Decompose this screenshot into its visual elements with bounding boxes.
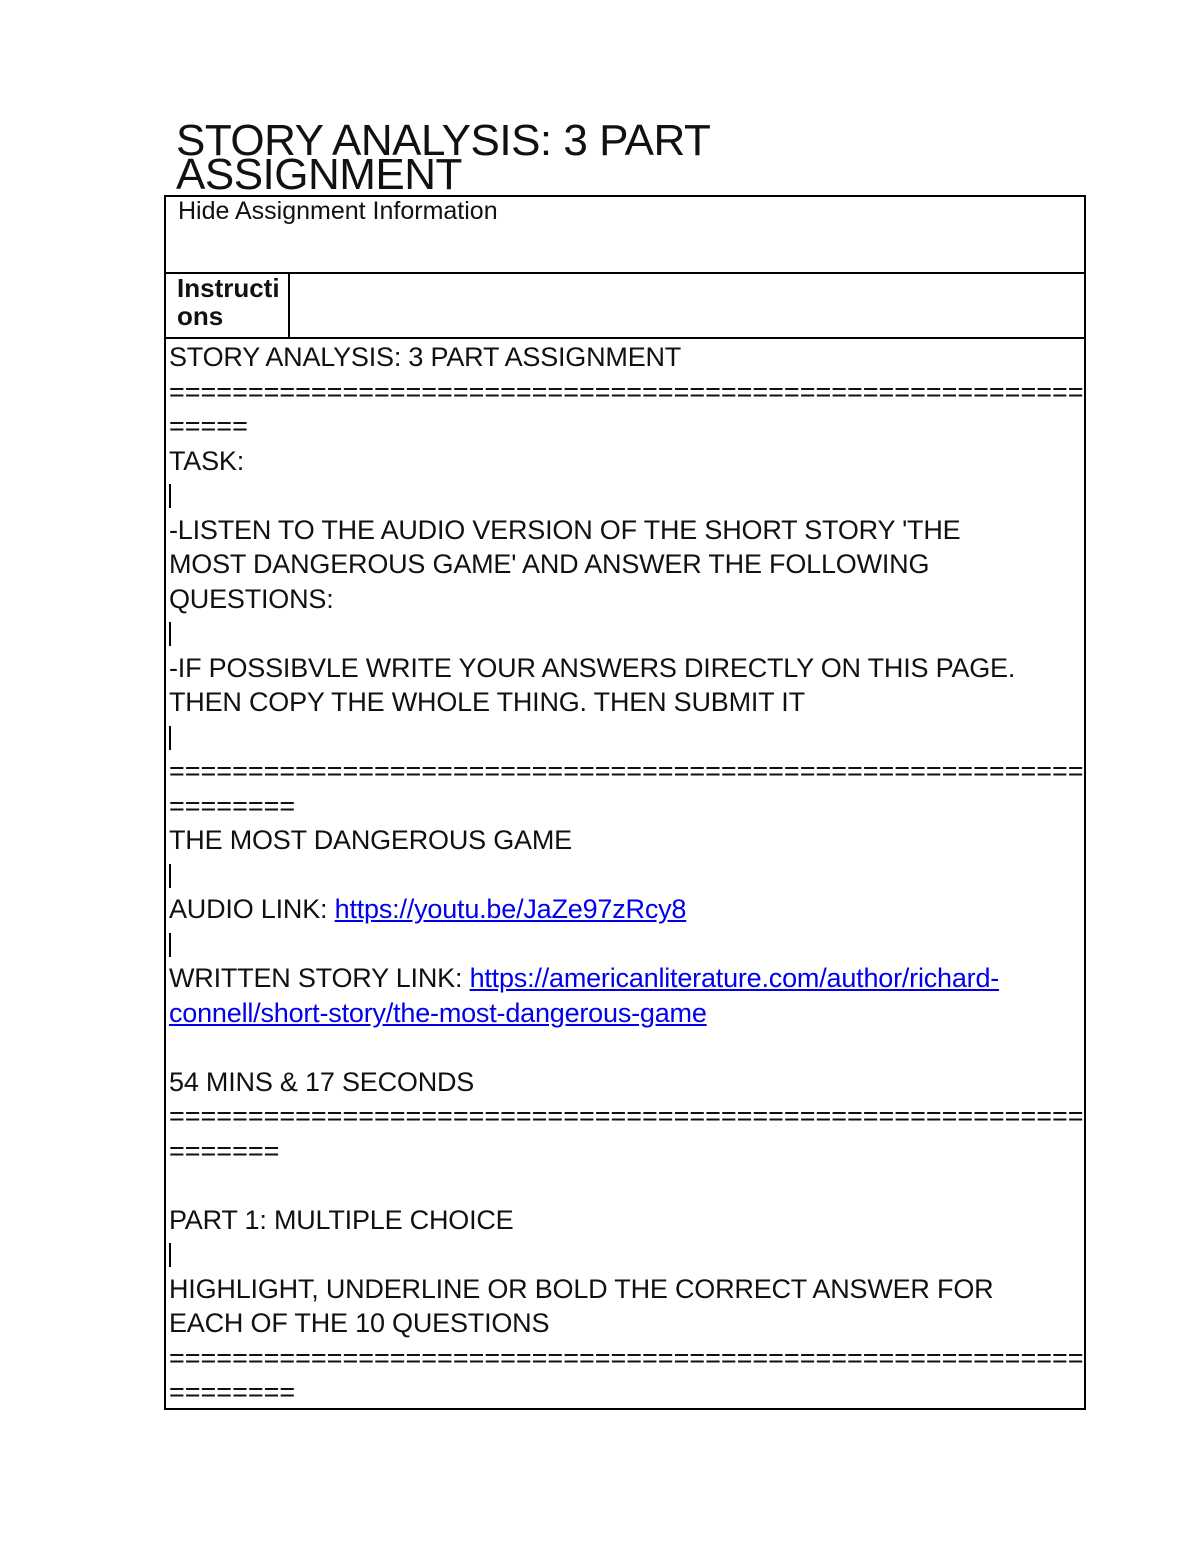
separator-line: ========================================================== bbox=[169, 1101, 1084, 1131]
separator-line: ===== bbox=[169, 411, 248, 441]
written-story-link[interactable]: https://americanliterature.com/author/richard- bbox=[469, 963, 1000, 993]
separator-line: ========================================================== bbox=[169, 756, 1084, 786]
body-heading: STORY ANALYSIS: 3 PART ASSIGNMENT bbox=[169, 342, 682, 372]
written-link-label: WRITTEN STORY LINK: bbox=[169, 963, 470, 993]
written-link-line bbox=[169, 961, 1081, 996]
written-link-line-cont bbox=[169, 996, 1081, 1031]
instructions-row bbox=[166, 274, 1084, 339]
hide-info-row bbox=[166, 197, 1084, 274]
separator-line: ======== bbox=[169, 1377, 296, 1407]
audio-link-line bbox=[169, 892, 1081, 927]
separator-line: ======= bbox=[169, 1135, 280, 1166]
text-cursor-mark bbox=[169, 622, 171, 646]
instruction-text: EACH OF THE 10 QUESTIONS bbox=[169, 1308, 550, 1338]
document-title: STORY ANALYSIS: 3 PART ASSIGNMENT bbox=[176, 116, 710, 199]
instructions-body bbox=[169, 340, 1084, 1410]
task-label: TASK: bbox=[169, 445, 245, 476]
blank-line bbox=[169, 616, 1081, 651]
blank-line bbox=[169, 1237, 1081, 1272]
text-cursor-mark bbox=[169, 484, 171, 508]
audio-link-label: AUDIO LINK: bbox=[169, 894, 335, 924]
blank-line bbox=[169, 1168, 1081, 1203]
blank-line bbox=[169, 858, 1081, 893]
text-cursor-mark bbox=[169, 864, 171, 888]
blank-line bbox=[169, 1030, 1081, 1065]
instructions-label: Instructions bbox=[177, 273, 280, 331]
instruction-text: THEN COPY THE WHOLE THING. THEN SUBMIT IT bbox=[169, 687, 805, 717]
blank-line bbox=[169, 478, 1081, 513]
duration-text: 54 MINS & 17 SECONDS bbox=[169, 1066, 475, 1097]
text-cursor-mark bbox=[169, 933, 171, 957]
story-title: THE MOST DANGEROUS GAME bbox=[169, 825, 572, 855]
instruction-text: MOST DANGEROUS GAME' AND ANSWER THE FOLLOWING bbox=[169, 549, 930, 579]
separator-line: ========================================================== bbox=[169, 1342, 1084, 1373]
instruction-text: -LISTEN TO THE AUDIO VERSION OF THE SHORT STORY 'THE bbox=[169, 514, 961, 545]
text-cursor-mark bbox=[169, 726, 171, 750]
text-cursor-mark bbox=[169, 1243, 171, 1267]
instruction-text: HIGHLIGHT, UNDERLINE OR BOLD THE CORRECT ANSWER FOR bbox=[169, 1273, 994, 1304]
hide-assignment-info-link[interactable]: Hide Assignment Information bbox=[178, 197, 498, 225]
instruction-text: -IF POSSIBVLE WRITE YOUR ANSWERS DIRECTLY ON THIS PAGE. bbox=[169, 652, 1016, 683]
blank-line bbox=[169, 720, 1081, 755]
part1-heading: PART 1: MULTIPLE CHOICE bbox=[169, 1204, 514, 1235]
blank-line bbox=[169, 927, 1081, 962]
separator-line: ======== bbox=[169, 790, 296, 821]
audio-link[interactable]: https://youtu.be/JaZe97zRcy8 bbox=[334, 894, 687, 924]
instruction-text: QUESTIONS: bbox=[169, 583, 334, 614]
separator-line: ========================================================== bbox=[169, 376, 1084, 407]
instructions-label-cell bbox=[166, 274, 290, 337]
assignment-table bbox=[164, 195, 1086, 1410]
written-story-link-cont[interactable]: connell/short-story/the-most-dangerous-game bbox=[169, 997, 707, 1028]
